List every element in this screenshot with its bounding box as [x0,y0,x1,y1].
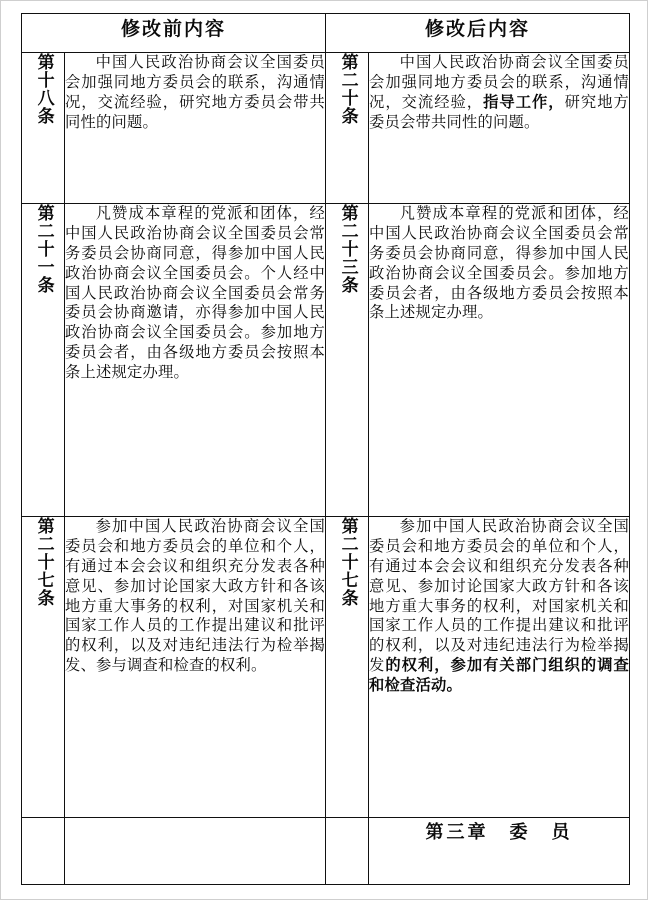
article-number-label: 第二十七条 [33,517,54,607]
article-paragraph [369,53,629,133]
article-number-cell-after [326,818,369,885]
article-text-cell-before [65,517,326,818]
text-run: 参加中国人民政治协商会议全国委员会和地方委员会的单位和个人，有通过本会会议和组织充分发表各种意见、参加讨论国家大政方针和各该地方重大事务的权利，对国家机关和国家工作人员的工作提出建议和批评的权利，以及对违纪违法行为检举揭发、参与调查和检查的权利。 [65,517,326,675]
article-number-label: 第二十三条 [337,204,358,294]
article-text-cell-before [65,818,326,885]
text-run: 中国人民政治协商会议全国委员会加强同地方委员会的联系，沟通情况，交流经验，研究地方委员会带共同性的问题。 [65,53,326,131]
article-number-cell-after [326,53,369,204]
article-number-label: 第十八条 [33,53,54,125]
article-text-cell-after [369,517,630,818]
article-number-cell-before [22,517,65,818]
article-paragraph [369,204,629,323]
chapter-heading-cell [369,818,630,885]
text-run: 凡赞成本章程的党派和团体，经中国人民政治协商会议全国委员会常务委员会协商同意，得参加中国人民政治协商会议全国委员会。参加地方委员会者，由各级地方委员会按照本条上述规定办理。 [369,204,630,322]
article-text-cell-after [369,204,630,517]
text-run: 凡赞成本章程的党派和团体，经中国人民政治协商会议全国委员会常务委员会协商同意，得参加中国人民政治协商会议全国委员会。个人经中国人民政治协商会议全国委员会常务委员会协商邀请，亦得参加中国人民政治协商会议全国委员会。参加地方委员会者，由各级地方委员会按照本条上述规定办理。 [65,204,326,381]
text-run: 参加中国人民政治协商会议全国委员会和地方委员会的单位和个人，有通过本会会议和组织充分发表各种意见、参加讨论国家大政方针和各该地方重大事务的权利，对国家机关和国家工作人员的工作提出建议和批评的权利，以及对违纪违法行为检举揭发 [369,517,630,675]
article-number-label: 第二十七条 [337,517,358,607]
text-run: 中国人民政治协商会议全国委员会加强同地方委员会的联系，沟通情况，交流经验， [369,53,630,111]
column-header-before: 修改前内容 [22,14,326,53]
article-number-label: 第二十条 [337,53,358,125]
article-paragraph [65,204,325,383]
text-run: 研究地方委员会带共同性的问题。 [369,92,630,131]
table-header-row [22,14,630,53]
table-row [22,204,630,517]
table-row [22,53,630,204]
column-header-after: 修改后内容 [326,14,630,53]
article-number-cell-after [326,517,369,818]
article-number-cell-after [326,204,369,517]
article-paragraph [369,517,629,696]
article-number-cell-before [22,53,65,204]
inserted-text-run: 指导工作， [483,92,565,111]
table-row [22,818,630,885]
article-text-cell-before [65,204,326,517]
table-row [22,517,630,818]
inserted-text-run: 的权利，参加有关部门组织的调查和检查活动。 [369,656,630,694]
article-text-cell-after [369,53,630,204]
article-number-cell-before [22,204,65,517]
article-number-cell-before [22,818,65,885]
article-number-label: 第二十一条 [33,204,54,294]
article-paragraph [65,53,325,133]
amendment-comparison-table [21,13,630,885]
article-text-cell-before [65,53,326,204]
chapter-title: 第三章 委 员 [425,822,573,843]
article-paragraph [65,517,325,676]
